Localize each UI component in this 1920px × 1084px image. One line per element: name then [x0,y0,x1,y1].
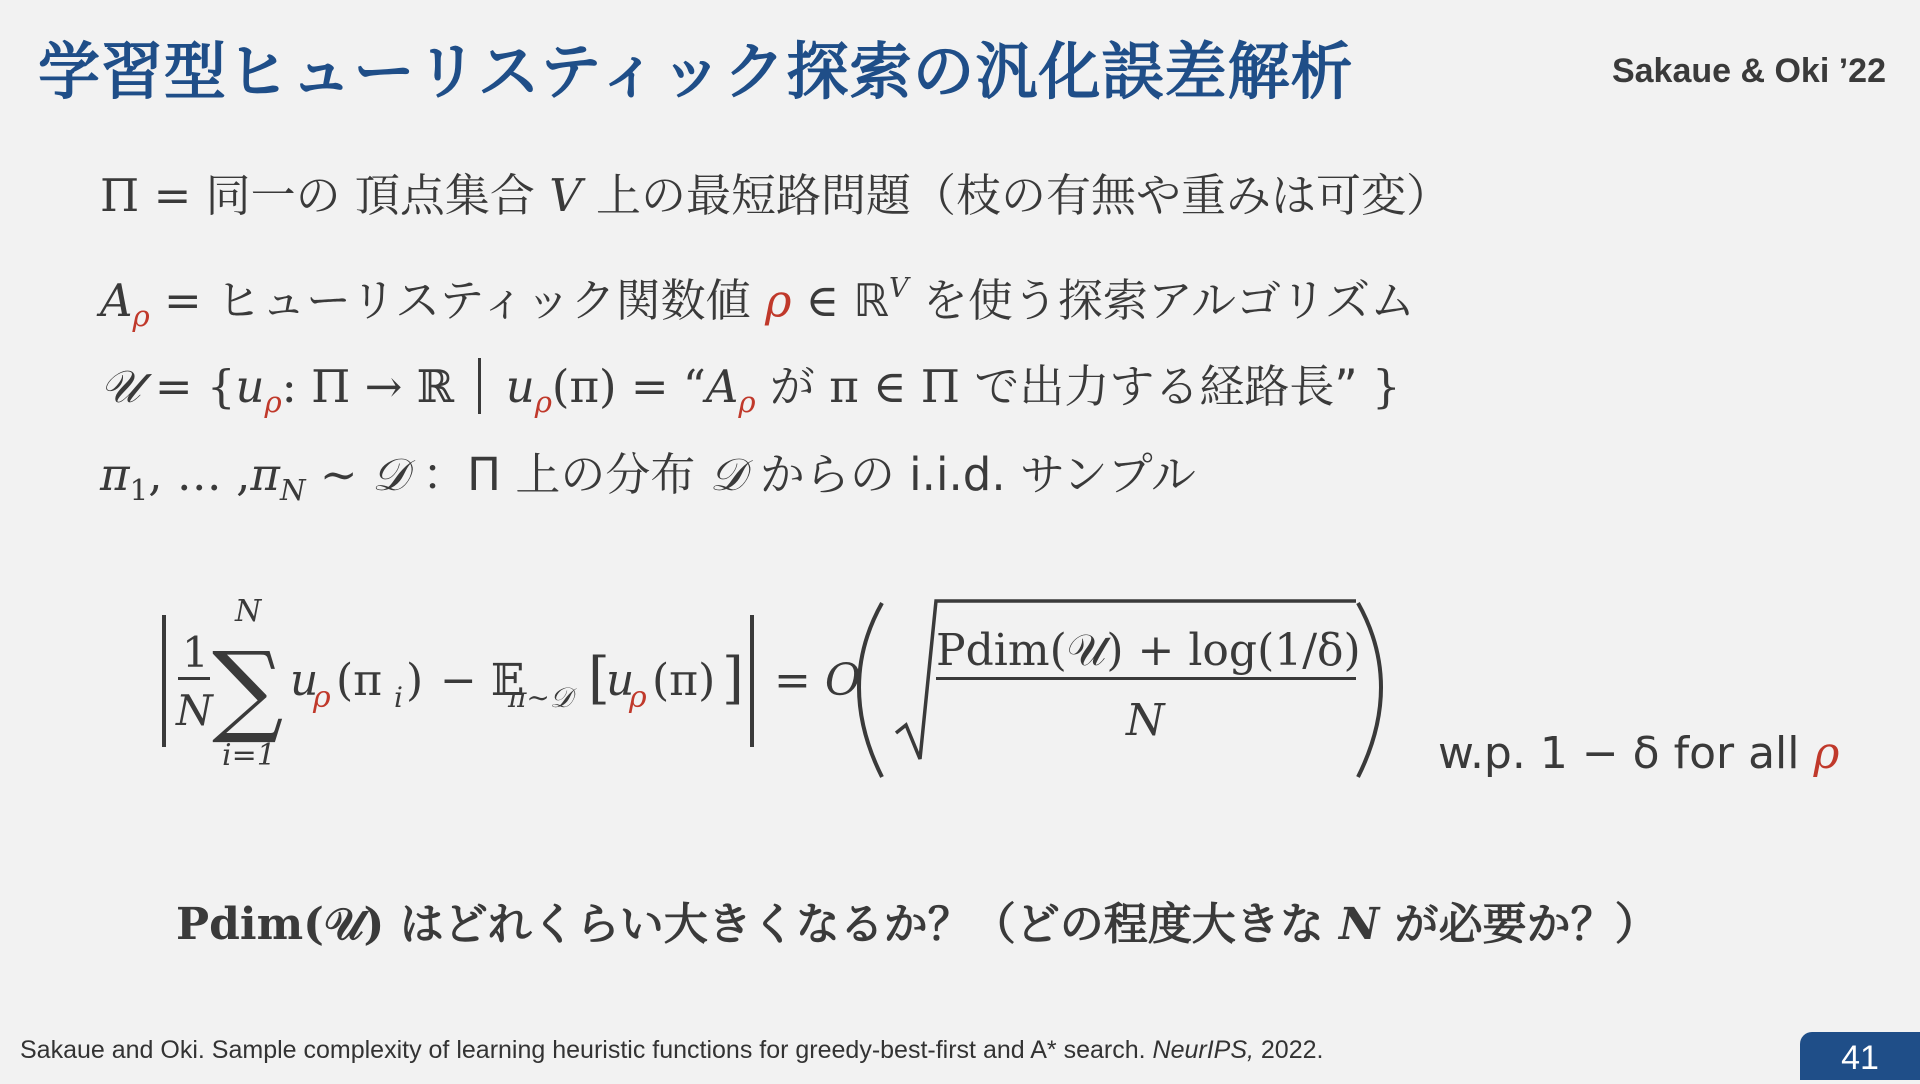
definition-text: ヒューリスティック関数値 [216,273,751,327]
mapping-text: : Π → ℝ [281,360,455,413]
equals-sign: = [164,273,202,327]
definition-text: からの i.i.d. サンプル [759,448,1196,501]
utility-symbol: u [505,360,535,413]
subscript: 1 [129,473,149,508]
close-paren: ) [406,655,424,706]
abs-bar-right [750,615,754,747]
sample-size-symbol: N [1339,899,1380,950]
subscript: N [280,473,306,508]
fraction-denominator: N [176,686,213,735]
rho-symbol: ρ [132,299,150,334]
utility-symbol: u [235,360,265,413]
condition-text: w.p. 1 − δ for all [1438,728,1800,779]
definition-text: 上の最短路問題（枝の有無や重みは可変） [596,169,1452,222]
algorithm-symbol: A [705,360,739,413]
element-of-sign: ∈ [805,273,840,327]
vertex-set-symbol: V [549,169,582,222]
author-credit: Sakaue & Oki ’22 [1611,52,1886,90]
probability-condition [1438,728,1839,779]
reference-citation [20,1036,1323,1065]
instance-argument: (π [336,655,383,706]
fraction-numerator: 1 [182,628,209,677]
bracket-open: [ [588,646,610,711]
algorithm-definition [100,265,1700,334]
bracket-close: ] [722,646,744,711]
function-class-definition [100,358,1700,420]
citation-year: 2022. [1260,1036,1324,1064]
expectation-symbol: − 𝔼 [440,655,525,706]
sum-upper-limit: N [235,594,262,629]
pi-symbol: Π [100,169,140,222]
page-number: 41 [1800,1032,1920,1080]
sqrt-numerator: Pdim(𝒰) + log(1/δ) [936,625,1361,676]
slide-title: 学習型ヒューリスティック探索の汎化誤差解析 [38,35,1354,108]
instance-symbol: π [100,448,130,501]
abs-bar-left [162,615,166,747]
rho-symbol: ρ [1813,728,1840,779]
definition-text: を使う探索アルゴリズム [922,273,1416,327]
tilde-sign: ∼ [319,448,358,501]
rho-symbol: ρ [264,385,282,420]
key-question [176,888,1659,952]
distribution-symbol: 𝒟 [709,448,746,501]
citation-venue: NeurIPS, [1152,1036,1254,1064]
definition-list [100,169,1700,544]
big-paren-left [859,603,882,777]
question-text: はどれくらい大きくなるか？（どの程度大きな [399,899,1324,950]
function-class-symbol: 𝒰 [100,360,141,413]
utility-argument: (π) = “ [551,360,706,413]
sum-symbol: ∑ [212,630,284,747]
ellipsis: , … , [148,448,251,501]
definition-text: ：Π 上の分布 [422,448,696,501]
distribution-symbol: 𝒟 [371,448,408,501]
citation-text: Sakaue and Oki. Sample complexity of learning heuristic functions for greedy-best-first and A* search. [20,1036,1146,1064]
problem-set-definition [100,169,1700,222]
sqrt-fraction-bar [936,677,1356,680]
generalization-bound-formula [160,585,1410,785]
vertex-set-superscript: V [889,273,909,304]
pdim-term: Pdim(𝒰) [176,899,385,950]
expectation-subscript: π∼𝒟 [508,681,573,714]
rho-symbol: ρ [738,385,756,420]
fraction-bar [178,677,210,680]
rho-symbol: ρ [534,385,552,420]
algorithm-symbol: A [100,273,133,327]
index-subscript: i [394,681,403,714]
expectation-argument: (π) [652,655,716,706]
rho-symbol: ρ [764,273,792,327]
sum-lower-limit: i=1 [222,738,276,773]
question-text: が必要か？） [1394,899,1659,950]
utility-symbol: u [290,655,319,706]
instance-symbol: π [250,448,280,501]
set-builder-bar [478,358,481,414]
big-o-symbol: = O [774,655,861,706]
sqrt-denominator: N [1126,695,1165,746]
big-paren-right [1358,603,1381,777]
instance-membership: π ∈ Π [829,360,960,413]
definition-text: で出力する経路長” [974,360,1358,413]
reals-symbol: ℝ [853,273,890,327]
definition-text: 同一の 頂点集合 [205,169,535,222]
equals-sign: = [153,169,192,222]
sample-definition [100,448,1700,508]
utility-symbol: u [606,655,635,706]
rho-symbol: ρ [313,680,331,715]
set-close: } [1371,360,1401,413]
set-open: = { [154,360,236,413]
definition-text: が [769,360,815,413]
rho-symbol: ρ [629,680,647,715]
